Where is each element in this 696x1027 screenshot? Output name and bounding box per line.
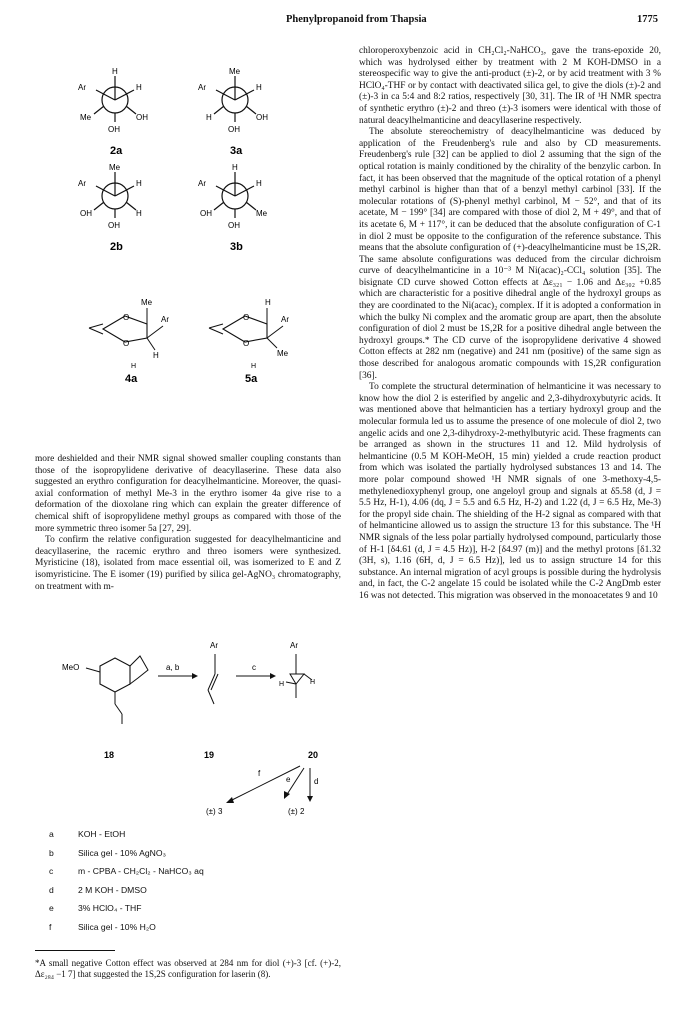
synthesis-scheme: [60, 636, 330, 820]
sub-bottom-right: Me: [256, 209, 268, 218]
ring-oxygen: O: [243, 313, 250, 322]
paragraph: To confirm the relative configuration suggested for deacylhelmanticine and deacyllaserine, the racemic erythro and threo isomers were synthesized. Myristicine (18), isolated from mace essential oil, was isomerized to E and Z isomyristicine. The E isomer (19) purified by silica gel-AgNO₃ chromatography, on treatment with m-: [35, 535, 341, 592]
reagent-row: [35, 866, 341, 885]
footnote-text: *A small negative Cotton effect was observed at 284 nm for diol (+)-3 [cf. (+)-2, Δε₂₈₄ −1 7] that suggested the 1S,2S configuration for laserin (8).: [35, 958, 341, 979]
product-3: (±) 3: [206, 807, 223, 816]
arrow-label: a, b: [166, 663, 180, 672]
reagent-key: c: [49, 866, 54, 876]
arrow-label: d: [314, 777, 319, 786]
sub-left: Ar: [198, 179, 206, 188]
newman-3a: [198, 67, 268, 157]
dioxolane-5a: [209, 298, 289, 385]
h-label: H: [251, 363, 257, 370]
newman-2b: [78, 163, 142, 253]
sub-right: Ar: [281, 315, 289, 324]
sub-bottom-right: H: [136, 209, 142, 218]
page-header: [0, 14, 696, 34]
sub-top: H: [265, 298, 271, 307]
sub-bottom-right: OH: [136, 113, 148, 122]
sub-top: Me: [109, 163, 121, 172]
reagent-key: f: [49, 921, 52, 932]
reagent-text: Silica gel - 10% H₂O: [78, 921, 156, 932]
reagent-row: [35, 903, 341, 922]
sub-left: Ar: [78, 83, 86, 92]
compound-label: 3a: [230, 145, 243, 157]
ring-oxygen: O: [123, 339, 130, 348]
sub-bottom-right: OH: [256, 113, 268, 122]
reagent-key: e: [49, 903, 54, 913]
dioxolane-4a: [89, 298, 169, 385]
reagent-key: b: [49, 847, 54, 858]
sub-bottom: OH: [108, 221, 120, 230]
reagent-text: Silica gel - 10% AgNO₃: [78, 847, 167, 858]
reagent-row: [35, 829, 341, 848]
compound-label-19: 19: [204, 750, 215, 760]
sub-right: Ar: [161, 315, 169, 324]
sub-bottom-left: Me: [80, 113, 92, 122]
arrow-label: e: [286, 775, 291, 784]
aryl-label: Ar: [290, 641, 298, 650]
sub-bottom: OH: [228, 221, 240, 230]
sub-right: H: [256, 83, 262, 92]
sub-right: H: [136, 83, 142, 92]
reagent-text: m - CPBA - CH₂Cl₂ - NaHCO₃ aq: [78, 866, 204, 876]
compound-20: [279, 641, 318, 760]
aryl-label: Ar: [210, 641, 218, 650]
arrow-label: f: [258, 769, 261, 778]
compound-19: [204, 641, 218, 760]
reagent-key: a: [49, 829, 54, 839]
compound-label: 2b: [110, 241, 123, 253]
reagent-row: [35, 885, 341, 904]
compound-label: 3b: [230, 241, 243, 253]
page-number: 1775: [637, 14, 658, 25]
sub-bottom-left: H: [206, 113, 212, 122]
newman-2a: [78, 67, 148, 157]
h-label: H: [279, 681, 285, 688]
compound-label-18: 18: [104, 750, 115, 760]
sub-bottom-left: OH: [80, 209, 92, 218]
newman-3b: [198, 163, 268, 253]
sub-top: H: [232, 163, 238, 172]
paragraph: To complete the structural determination of helmanticine it was necessary to know how the diol 2 is esterified by angelic and 2,3-dihydroxybutyric acids. It was mentioned above that helmanticien has a tertiary hydroxyl group and the molecular formula led us to assume the presence of one molecule of diol 2, two angelic acids and one 2,3-dihydroxy-2-methylbutyric acid. These fragments can be arranged as shown in the structures 11 and 12. Mild hydrolysis of helmanticine (0.5 M KOH-MeOH, 15 min) yielded a crude reaction product from which was isolated the partially hydrolysed substances 13 and 14. The more polar compound showed ¹H NMR signals of one 3-methoxy-4,5-methylenedioxyphenyl group, one angeloyl group and signals at δ5.58 (d, J = 5.5 Hz, H-1), 4.06 (dq, J = 5.5 and 6.5 Hz, H-2) and 1.22 (d, J = 6.5 Hz, Me-3) for the propyl side chain. The shielding of the H-2 signal as compared with that of helmanticine allowed us to assign the structure 13 for this substance. The ¹H NMR signals of the less polar partially hydrolysed compound, particularly those of H-1 [δ4.61 (d, J = 4.5 Hz)], H-2 [δ4.97 (m)] and the methyl protons [δ1.32 (3H, s), 1.16 (6H, d, J = 6.5 Hz)], led us to assign structure 14 for this substance. An internal migration of acyl groups is possible during the hydrolysis and, in fact, the C-2 angelate 15 could be isolated while the C-2 AngDmb ester 16 was not detected. This migration was observed in the monoacetates 9 and 10: [359, 382, 661, 601]
reagent-list: [35, 829, 341, 940]
newman-projections-figure: [60, 64, 300, 260]
sub-left: Ar: [198, 83, 206, 92]
compound-label-20: 20: [308, 750, 319, 760]
methoxy-label: MeO: [62, 663, 80, 672]
ring-oxygen: O: [243, 339, 250, 348]
reagent-text: KOH - EtOH: [78, 829, 126, 839]
footnote: [35, 958, 341, 980]
sub-top: Me: [141, 298, 153, 307]
sub-top: H: [112, 67, 118, 76]
h-label: H: [310, 679, 316, 686]
right-column-text: [359, 46, 661, 603]
reagent-row: [35, 922, 341, 941]
compound-label: 2a: [110, 145, 123, 157]
reagent-row: [35, 848, 341, 867]
arrow-d: [307, 768, 318, 802]
arrow-label: c: [252, 663, 256, 672]
sub-bottom-left: OH: [200, 209, 212, 218]
sub-right: H: [256, 179, 262, 188]
sub-bottom: H: [153, 351, 159, 360]
paragraph: chloroperoxybenzoic acid in CH₂Cl₂-NaHCO₃, gave the trans-epoxide 20, which was hydrolysed either by treatment with 2 M KOH-DMSO in a stereospecific way to give the anti-product (±)-2, or by acid treatment with 3 % HClO₄-THF or by contact with deactivated silica gel, to give the diols (±)-2 and (±)-3 in ca 5:4 and 8:2 ratios, respectively [30, 31]. The IR of ¹H NMR spectra of synthetic erythro (±)-2 and threo (±)-3 isomers were identical with those of natural deacylhelmanticine and deacyllaserine respectively.: [359, 46, 661, 126]
h-label: H: [131, 363, 137, 370]
arrow-c: [236, 663, 276, 679]
arrow-f: [226, 766, 300, 803]
sub-bottom: Me: [277, 349, 289, 358]
compound-label: 5a: [245, 373, 258, 385]
product-2: (±) 2: [288, 807, 305, 816]
left-column-text: [35, 454, 341, 593]
running-title: Phenylpropanoid from Thapsia: [286, 14, 427, 25]
sub-bottom: OH: [228, 125, 240, 134]
arrow-ab: [158, 663, 198, 679]
sub-top: Me: [229, 67, 241, 76]
paragraph: The absolute stereochemistry of deacylhelmanticine was deduced by application of the Freudenberg's rule and also by CD measurements. Freudenberg's rule [32] can be applied to diol 2 assuming that the sign of the optical rotation is mainly conditioned by the chirality of the benzylic carbon. In fact, it has been observed that the magnitude of the optical rotation of a phenyl methyl carbinol is higher than that of a benzyl methyl carbinol [33]. If the molecular rotations of (S)-phenyl methyl carbinol, M − 52°, and that of its acetate, M − 199° [34] are compared with those of diol 2, M + 49°, and that of its acetate 6, M + 117°, it can be deduced that the absolute configuration of C-1 in diol 2 must be opposite to the configuration of the reference substance. This means that the absolute configuration of (+)-deacylhelmanticine must be 1S,2R. The same absolute configurations was deduced from the circular dichroism curve of deacylhelmanticine in a 10⁻³ M Ni(acac)₂-CCl₄ solution [35]. The bisignate CD curve showed Cotton effects at Δε₃₂₁ − 1.06 and Δε₃₀₂ +0.85 which are characteristic for a positive dihedral angle of the hydroxyl groups as they are coordinated to the Ni(acac)₂ complex. If it is adopted a conformation in which the bulky Ni complex and the aromatic group are apart, then the absolute configuration of diol 2 must be 1S,2R for a positive dihedral angle between the hydroxyl groups.* The CD curve of the isopropylidene derivative 4 showed Cotton effects at 282 nm (negative) and 241 nm (positive) of the same sign as those described for analogous aromatic compounds with 1S,2R configuration [36].: [359, 127, 661, 381]
dioxolane-figure: [85, 296, 315, 385]
reagent-key: d: [49, 884, 54, 895]
compound-label: 4a: [125, 373, 138, 385]
sub-right: H: [136, 179, 142, 188]
reagent-text: 3% HClO₄ - THF: [78, 903, 142, 913]
compound-18: [62, 656, 148, 760]
footnote-rule: [35, 950, 115, 951]
reagent-text: 2 M KOH - DMSO: [78, 884, 147, 895]
paragraph: more deshielded and their NMR signal showed smaller coupling constants than those of the isopropylidene derivative of deacyllaserine. These data also suggested an erythro configuration for deacylhelmanticine. Moreover, the quasi-axial conformation of methyl Me-3 in the erythro isomer 4a give rise to a deformation of the dioxolane ring which can explain the greater difference of chemical shift of isopropylidene methyl groups as compared with those of the more symmetric threo isomer 5a [27, 29].: [35, 454, 341, 534]
ring-oxygen: O: [123, 313, 130, 322]
sub-left: Ar: [78, 179, 86, 188]
sub-bottom: OH: [108, 125, 120, 134]
